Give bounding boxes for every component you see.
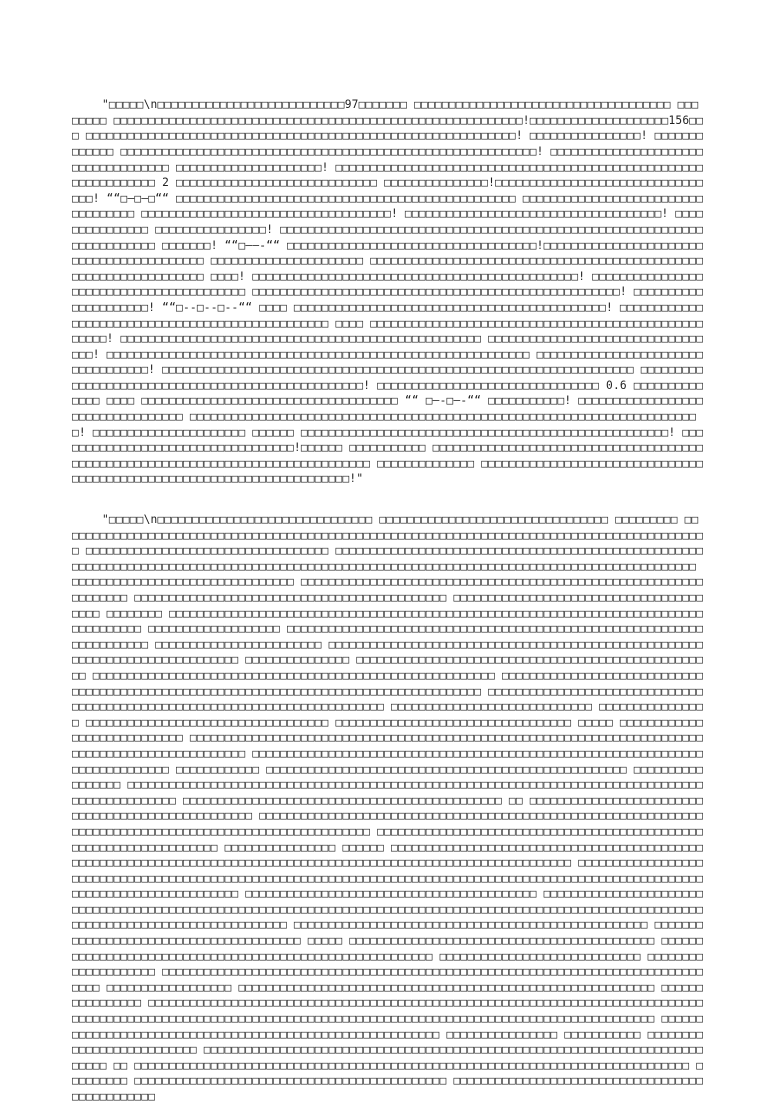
paragraph-1 (72, 97, 704, 487)
paragraph-2 (72, 512, 704, 1105)
paragraph-text: "□□□□□\n□□□□□□□□□□□□□□□□□□□□□□□□□□□97□□□□□□□ □□□□□□□□□□□□□□□□□□□□□□□□□□□□□□□□□□□□□ □□□□□□□□ □□□□□□□□□□□□□□□□□□□□□□□□□□□□□□□□□□□□□□□□□□□□□□□□□□□□□□□□□□□!□□□□□□□□□□□□□□□□□□□□156□□□ □□□□□□□□□□□□□□□□□□□□□□□□□□□□□□□□□□□□□□□□□□□□□□□□□□□□□□□□□□□□□□! □□□□□□□□□□□□□□□□! □□□□□□□□□□□□□ □□□□□□□□□□□□□□□□□□□□□□□□□□□□□□□□□□□□□□□□□□□□□□□□□□□□□□□□□□□□! □□□□□□□□□□□□□□□□□□□□□□□□□□□□□□□□□□□□ □□□□□□□□□□□□□□□□□□□□□! □□□□□□□□□□□□□□□□□□□□□□□□□□□□□□□□□□□□□□□□□□□□□□□□□□□□□□□□□□□□□□□□□ 2 □□□□□□□□□□□□□□□□□□□□□□□□□□□□□ □□□□□□□□□□□□□□□!□□□□□□□□□□□□□□□□□□□□□□□□□□□□□□□□□! ““□—□—□““ □□□□□□□□□□□□□□□□□□□□□□□□□□□□□□□□□□□□□□□□□□□□□□□□□ □□□□□□□□□□□□□□□□□□□□□□□□□□□□□□□□□□□ □□□□□□□□□□□□□□□□□□□□□□□□□□□□□□□□□□□□! □□□□□□□□□□□□□□□□□□□□□□□□□□□□□□□□□□□□□! □□□□□□□□□□□□□□□ □□□□□□□□□□□□□□□□! □□□□□□□□□□□□□□□□□□□□□□□□□□□□□□□□□□□□□□□□□□□□□□□□□□□□□□□□□□□□□□□□□□□□□□□□□ □□□□□□□! ““□——-““ □□□□□□□□□□□□□□□□□□□□□□□□□□□□□□□□□□□□!□□□□□□□□□□□□□□□□□□□□□□□□□□□□□□□□□□□□□□□□□□ □□□□□□□□□□□□□□□□□□□□□□ □□□□□□□□□□□□□□□□□□□□□□□□□□□□□□□□□□□□□□□□□□□□□□□□□□□□□□□□□□□□□□□□□□□ □□□□! □□□□□□□□□□□□□□□□□□□□□□□□□□□□□□□□□□□□□□□□□□□□□□□! □□□□□□□□□□□□□□□□□□□□□□□□□□□□□□□□□□□□□□□□□ □□□□□□□□□□□□□□□□□□□□□□□□□□□□□□□□□□□□□□□□□□□□□□□□□□□□□! □□□□□□□□□□□□□□□□□□□□□! ““□--□--□--““ □□□□ □□□□□□□□□□□□□□□□□□□□□□□□□□□□□□□□□□□□□□□□□□□□□! □□□□□□□□□□□□□□□□□□□□□□□□□□□□□□□□□□□□□□□□□□□□□□□□□ □□□□ □□□□□□□□□□□□□□□□□□□□□□□□□□□□□□□□□□□□□□□□□□□□□□□□□□□□□! □□□□□□□□□□□□□□□□□□□□□□□□□□□□□□□□□□□□□□□□□□□□□□□□□□□□ □□□□□□□□□□□□□□□□□□□□□□□□□□□□□□□□□□! □□□□□□□□□□□□□□□□□□□□□□□□□□□□□□□□□□□□□□□□□□□□□□□□□□□□□□□□□□□□□ □□□□□□□□□□□□□□□□□□□□□□□□□□□□□□□□□□□! □□□□□□□□□□□□□□□□□□□□□□□□□□□□□□□□□□□□□□□□□□□□□□□□□□□□□□□□□□□□□□□□□□□□ □□□□□□□□□□□□□□□□□□□□□□□□□□□□□□□□□□□□□□□□□□□□□□□□□□□! □□□□□□□□□□□□□□□□□□□□□□□□□□□□□□□□ 0.6 □□□□□□□□□□□□□□ □□□□ □□□□□□□□□□□□□□□□□□□□□□□□□□□□□□□□□□□□□ ““ □—-□—-““ □□□□□□□□□□□! □□□□□□□□□□□□□□□□□□□□□□□□□□□□□□□□□□ □□□□□□□□□□□□□□□□□□□□□□□□□□□□□□□□□□□□□□□□□□□□□□□□□□□□□□□□□□□□□□□□□□□□□□□□□□! □□□□□□□□□□□□□□□□□□□□□□ □□□□□□ □□□□□□□□□□□□□□□□□□□□□□□□□□□□□□□□□□□□□□□□□□□□□□□□□□□□□! □□□□□□□□□□□□□□□□□□□□□□□□□□□□□□□□□□□!□□□□□□ □□□□□□□□□□□ □□□□□□□□□□□□□□□□□□□□□□□□□□□□□□□□□□□□□□□□□□□□□□□□□□□□□□□□□□□□□□□□□□□□□□□□□□□□□□□□□□ □□□□□□□□□□□□□□ □□□□□□□□□□□□□□□□□□□□□□□□□□□□□□□□□□□□□□□□□□□□□□□□□□□□□□□□□□□□□□□□□□□□□□□□!" (72, 98, 704, 486)
document-page (72, 86, 704, 1116)
paragraph-text: "□□□□□\n□□□□□□□□□□□□□□□□□□□□□□□□□□□□□□□ □□□□□□□□□□□□□□□□□□□□□□□□□□□□□□□□□ □□□□□□□□□ □□□□□□□□□□□□□□□□□□□□□□□□□□□□□□□□□□□□□□□□□□□□□□□□□□□□□□□□□□□□□□□□□□□□□□□□□□□□□□□□□□□□□□□□□□□□□□ □□□□□□□□□□□□□□□□□□□□□□□□□□□□□□□□□□□ □□□□□□□□□□□□□□□□□□□□□□□□□□□□□□□□□□□□□□□□□□□□□□□□□□□□□ □□□□□□□□□□□□□□□□□□□□□□□□□□□□□□□□□□□□□□□□□□□□□□□□□□□□□□□□□□□□□□□□□□□□□□□□□□□□□□□□□□□□□□□□□□ □□□□□□□□□□□□□□□□□□□□□□□□□□□□□□□□ □□□□□□□□□□□□□□□□□□□□□□□□□□□□□□□□□□□□□□□□□□□□□□□□□□□□□□□□□□□□□□□□□□ □□□□□□□□□□□□□□□□□□□□□□□□□□□□□□□□□□□□□□□□□□□□□ □□□□□□□□□□□□□□□□□□□□□□□□□□□□□□□□□□□□□□□□ □□□□□□□□ □□□□□□□□□□□□□□□□□□□□□□□□□□□□□□□□□□□□□□□□□□□□□□□□□□□□□□□□□□□□□□□□□□□□□□□□□□□□□□□□□□□□□□□ □□□□□□□□□□□□□□□□□□□ □□□□□□□□□□□□□□□□□□□□□□□□□□□□□□□□□□□□□□□□□□□□□□□□□□□□□□□□□□□□□□□□□□□□□□□ □□□□□□□□□□□□□□□□□□□□□□□□ □□□□□□□□□□□□□□□□□□□□□□□□□□□□□□□□□□□□□□□□□□□□□□□□□□□□□□□□□□□□□□□□□□□□□□□□□□□□□□ □□□□□□□□□□□□□□□ □□□□□□□□□□□□□□□□□□□□□□□□□□□□□□□□□□□□□□□□□□□□□□□□□□□□ □□□□□□□□□□□□□□□□□□□□□□□□□□□□□□□□□□□□□□□□□□□□□□□□□□□□□□□□□□ □□□□□□□□□□□□□□□□□□□□□□□□□□□□□□□□□□□□□□□□□□□□□□□□□□□□□□□□□□□□□□□□□□□□□□□□□□□□□□□□□□□□□□□□ □□□□□□□□□□□□□□□□□□□□□□□□□□□□□□□□□□□□□□□□□□□□□□□□□□□□□□□□□□□□□□□□□□□□□□□□□□□□ □□□□□□□□□□□□□□□□□□□□□□□□□□□□□ □□□□□□□□□□□□□□□□ □□□□□□□□□□□□□□□□□□□□□□□□□□□□□□□□□□□ □□□□□□□□□□□□□□□□□□□□□□□□□□□□□□□□□□ □□□□□ □□□□□□□□□□□□ □□□□□□□□□□□□□□□□ □□□□□□□□□□□□□□□□□□□□□□□□□□□□□□□□□□□□□□□□□□□□□□□□□□□□□□□□□□□□□□□□□□□□□□□□□□□□□□□□□□□□□□□□□□□□□□□□□□□ □□□□□□□□□□□□□□□□□□□□□□□□□□□□□□□□□□□□□□□□□□□□□□□□□□□□□□□□□□□□□□□□□□□□□□□□□□□□□□□ □□□□□□□□□□□□ □□□□□□□□□□□□□□□□□□□□□□□□□□□□□□□□□□□□□□□□□□□□□□□□□□□□ □□□□□□□□□□□□□□□□□ □□□□□□□□□□□□□□□□□□□□□□□□□□□□□□□□□□□□□□□□□□□□□□□□□□□□□□□□□□□□□□□□□□□□□□□□□□□□□□□□□□□□□□□□□□□□□□□□□□ □□□□□□□□□□□□□□□□□□□□□□□□□□□□□□□□□□□□□□□□□□□□□□ □□ □□□□□□□□□□□□□□□□□□□□□□□□□□□□□□□□□□□□□□□□□□□□□□□□□□□ □□□□□□□□□□□□□□□□□□□□□□□□□□□□□□□□□□□□□□□□□□□□□□□□□□□□□□□□□□□□□□□□□□□□□□□□□□□□□□□□□□□□□□□□□□□□□□□□□□□□□□□□□□□ □□□□□□□□□□□□□□□□□□□□□□□□□□□□□□□□□□□□□□□□□□□□□□□□□□□□□□□□□□□□□□□□□□□□ □□□□□□□□□□□□□□□□ □□□□□□ □□□□□□□□□□□□□□□□□□□□□□□□□□□□□□□□□□□□□□□□□□□□□□□□□□□□□□□□□□□□□□□□□□□□□□□□□□□□□□□□□□□□□□□□□□□□□□□□□□□□□□□□□□□□□□□□□□□□□ □□□□□□□□□□□□□□□□□□□□□□□□□□□□□□□□□□□□□□□□□□□□□□□□□□□□□□□□□□□□□□□□□□□□□□□□□□□□□□□□□□□□□□□□□□□□□□□□□□□□□□□□□□□□□□□□□□□□□□□□□□□□□□□□□□□□□ □□□□□□□□□□□□□□□□□□□□□□□□□□□□□□□□□□□□□□□□□□ □□□□□□□□□□□□□□□□□□□□□□□□□□□□□□□□□□□□□□□□□□□□□□□□□□□□□□□□□□□□□□□□□□□□□□□□□□□□□□□□□□□□□□□□□□□□□□□□□□□□□□□□□□□□□□□□□□□□□□□□□□□□□□□□□□□□□□□□□□□□□□□□□ □□□□□□□□□□□□□□□□□□□□□□□□□□□□□□□□□□□□□□□□□□□□□□□□□□□ □□□□□□□□□□□□□□□□□□□□□□□□□□□□□□□□□□□□□□□□ □□□□□ □□□□□□□□□□□□□□□□□□□□□□□□□□□□□□□□□□□□□□□□□□□□ □□□□□□□□□□□□□□□□□□□□□□□□□□□□□□□□□□□□□□□□□□□□□□□□□□□□□□□□□□ □□□□□□□□□□□□□□□□□□□□□□□□□□□□□ □□□□□□□□□□□□□□□□□□□□ □□□□□□□□□□□□□□□□□□□□□□□□□□□□□□□□□□□□□□□□□□□□□□□□□□□□□□□□□□□□□□□□□□□□□□□□□□□□□□□□□□ □□□□□□□□□□□□□□□□□□ □□□□□□□□□□□□□□□□□□□□□□□□□□□□□□□□□□□□□□□□□□□□□□□□□□□□□□□□□□□□ □□□□□□□□□□□□□□□□ □□□□□□□□□□□□□□□□□□□□□□□□□□□□□□□□□□□□□□□□□□□□□□□□□□□□□□□□□□□□□□□□□□□□□□□□□□□□□□□□□□□□□□□□□□□□□□□□□□□□□□□□□□□□□□□□□□□□□□□□□□□□□□□□□□□□□□□□□□□□□□□□□□□□□□□□□□□□□□□□□□□□ □□□□□□□□□□□□□□□□□□□□□□□□□□□□□□□□□□□□□□□□□□□□□□□□□□□□□□□□□□□ □□□□□□□□□□□□□□□□ □□□□□□□□□□□ □□□□□□□□□□□□□□□□□□□□□□□□□□ □□□□□□□□□□□□□□□□□□□□□□□□□□□□□□□□□□□□□□□□□□□□□□□□□□□□□□□□□□□□□□□□□□□□□□□□□□□□□ □□ □□□□□□□□□□□□□□□□□□□□□□□□□□□□□□□□□□□□□□□□□□□□□□□□□□□□□□□□□□□□□□□□□□□□□□□□□□□□□□□□ □□□□□□□□□ □□□□□□□□□□□□□□□□□□□□□□□□□□□□□□□□□□□□□□□□□□□□□ □□□□□□□□□□□□□□□□□□□□□□□□□□□□□□□□□□□□□□□□□□□□□□□□ (72, 513, 704, 1103)
